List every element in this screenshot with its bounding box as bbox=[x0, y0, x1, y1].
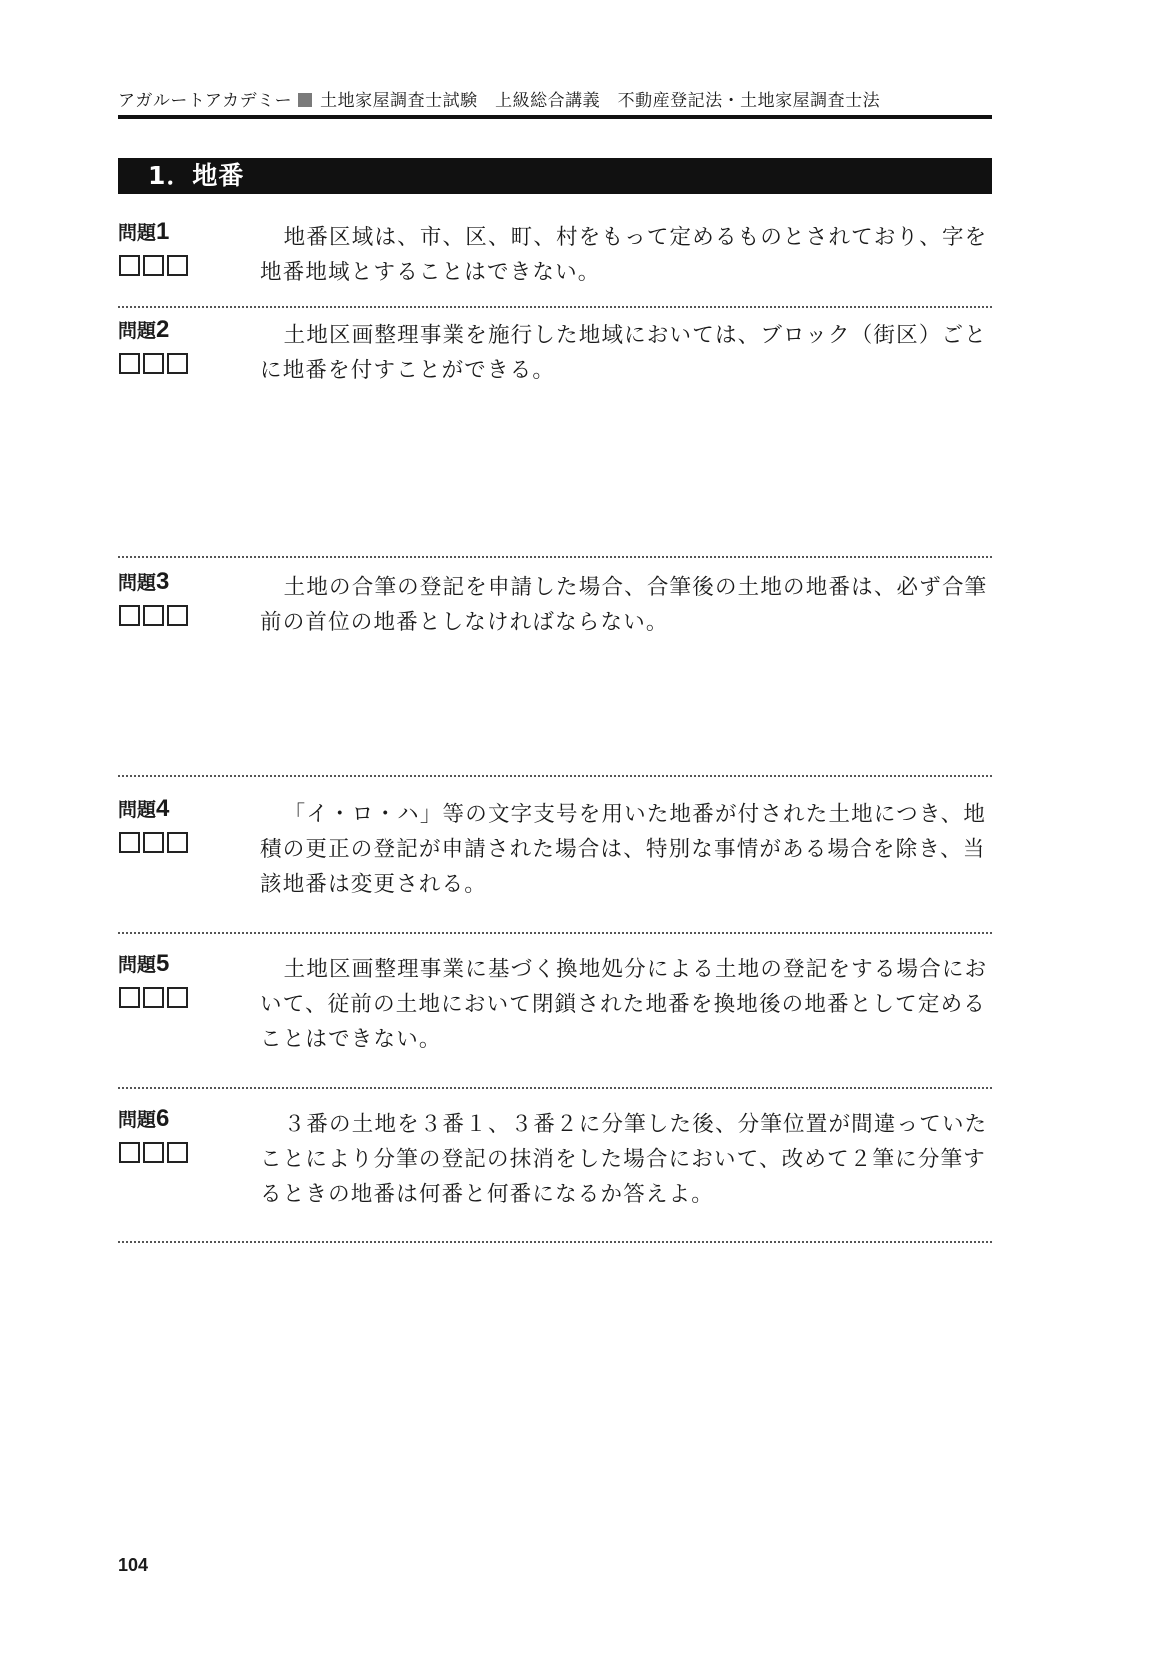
dotted-divider bbox=[118, 932, 992, 934]
check-box[interactable] bbox=[119, 353, 140, 374]
checkbox-group bbox=[119, 605, 188, 626]
check-box[interactable] bbox=[119, 987, 140, 1008]
problem-label: 問題2 bbox=[118, 316, 170, 343]
check-box[interactable] bbox=[119, 832, 140, 853]
dotted-divider bbox=[118, 1241, 992, 1243]
problem-number: 5 bbox=[156, 950, 170, 977]
problem-label: 問題6 bbox=[118, 1105, 170, 1132]
check-box[interactable] bbox=[119, 605, 140, 626]
dotted-divider bbox=[118, 306, 992, 308]
problem-number: 6 bbox=[156, 1105, 170, 1132]
dotted-divider bbox=[118, 1087, 992, 1089]
check-box[interactable] bbox=[167, 832, 188, 853]
square-bullet-icon bbox=[298, 93, 312, 107]
problem-number: 1 bbox=[156, 218, 170, 245]
problem-number: 2 bbox=[156, 316, 170, 343]
check-box[interactable] bbox=[167, 987, 188, 1008]
problem-number: 4 bbox=[156, 795, 170, 822]
header-rule bbox=[118, 115, 992, 119]
check-box[interactable] bbox=[143, 1142, 164, 1163]
check-box[interactable] bbox=[143, 832, 164, 853]
check-box[interactable] bbox=[167, 255, 188, 276]
check-box[interactable] bbox=[119, 1142, 140, 1163]
page-number: 104 bbox=[118, 1555, 149, 1575]
section-title: 1．地番 bbox=[148, 161, 245, 190]
problem-label: 問題1 bbox=[118, 218, 170, 245]
problem-label: 問題5 bbox=[118, 950, 170, 977]
problem-text: ３番の土地を３番１、３番２に分筆した後、分筆位置が間違っていたことにより分筆の登記の抹消をした場合において、改めて２筆に分筆するときの地番は何番と何番になるか答えよ。 bbox=[260, 1112, 988, 1207]
problem-text: 土地の合筆の登記を申請した場合、合筆後の土地の地番は、必ず合筆前の首位の地番としなければならない。 bbox=[260, 575, 988, 635]
academy-name: アガルートアカデミー bbox=[118, 91, 293, 111]
problem-text: 土地区画整理事業に基づく換地処分による土地の登記をする場合において、従前の土地において閉鎖された地番を換地後の地番として定めることはできない。 bbox=[260, 957, 988, 1052]
dotted-divider bbox=[118, 775, 992, 777]
course-title: 土地家屋調査士試験 上級総合講義 不動産登記法・土地家屋調査士法 bbox=[320, 91, 881, 111]
problem-text: 地番区域は、市、区、町、村をもって定めるものとされており、字を地番地域とすることはできない。 bbox=[260, 225, 988, 285]
check-box[interactable] bbox=[119, 255, 140, 276]
check-box[interactable] bbox=[167, 353, 188, 374]
check-box[interactable] bbox=[167, 1142, 188, 1163]
dotted-divider bbox=[118, 556, 992, 558]
checkbox-group bbox=[119, 353, 188, 374]
problem-label: 問題3 bbox=[118, 568, 170, 595]
checkbox-group bbox=[119, 987, 188, 1008]
check-box[interactable] bbox=[143, 987, 164, 1008]
section-title-bar bbox=[118, 158, 992, 194]
check-box[interactable] bbox=[143, 353, 164, 374]
problem-text: 土地区画整理事業を施行した地域においては、ブロック（街区）ごとに地番を付すことができる。 bbox=[260, 323, 987, 383]
check-box[interactable] bbox=[143, 605, 164, 626]
check-box[interactable] bbox=[143, 255, 164, 276]
checkbox-group bbox=[119, 832, 188, 853]
running-header bbox=[118, 86, 992, 111]
problem-label: 問題4 bbox=[118, 795, 170, 822]
problem-text: 「イ・ロ・ハ」等の文字支号を用いた地番が付された土地につき、地積の更正の登記が申請された場合は、特別な事情がある場合を除き、当該地番は変更される。 bbox=[260, 802, 987, 897]
problem-number: 3 bbox=[156, 568, 170, 595]
checkbox-group bbox=[119, 1142, 188, 1163]
check-box[interactable] bbox=[167, 605, 188, 626]
checkbox-group bbox=[119, 255, 188, 276]
